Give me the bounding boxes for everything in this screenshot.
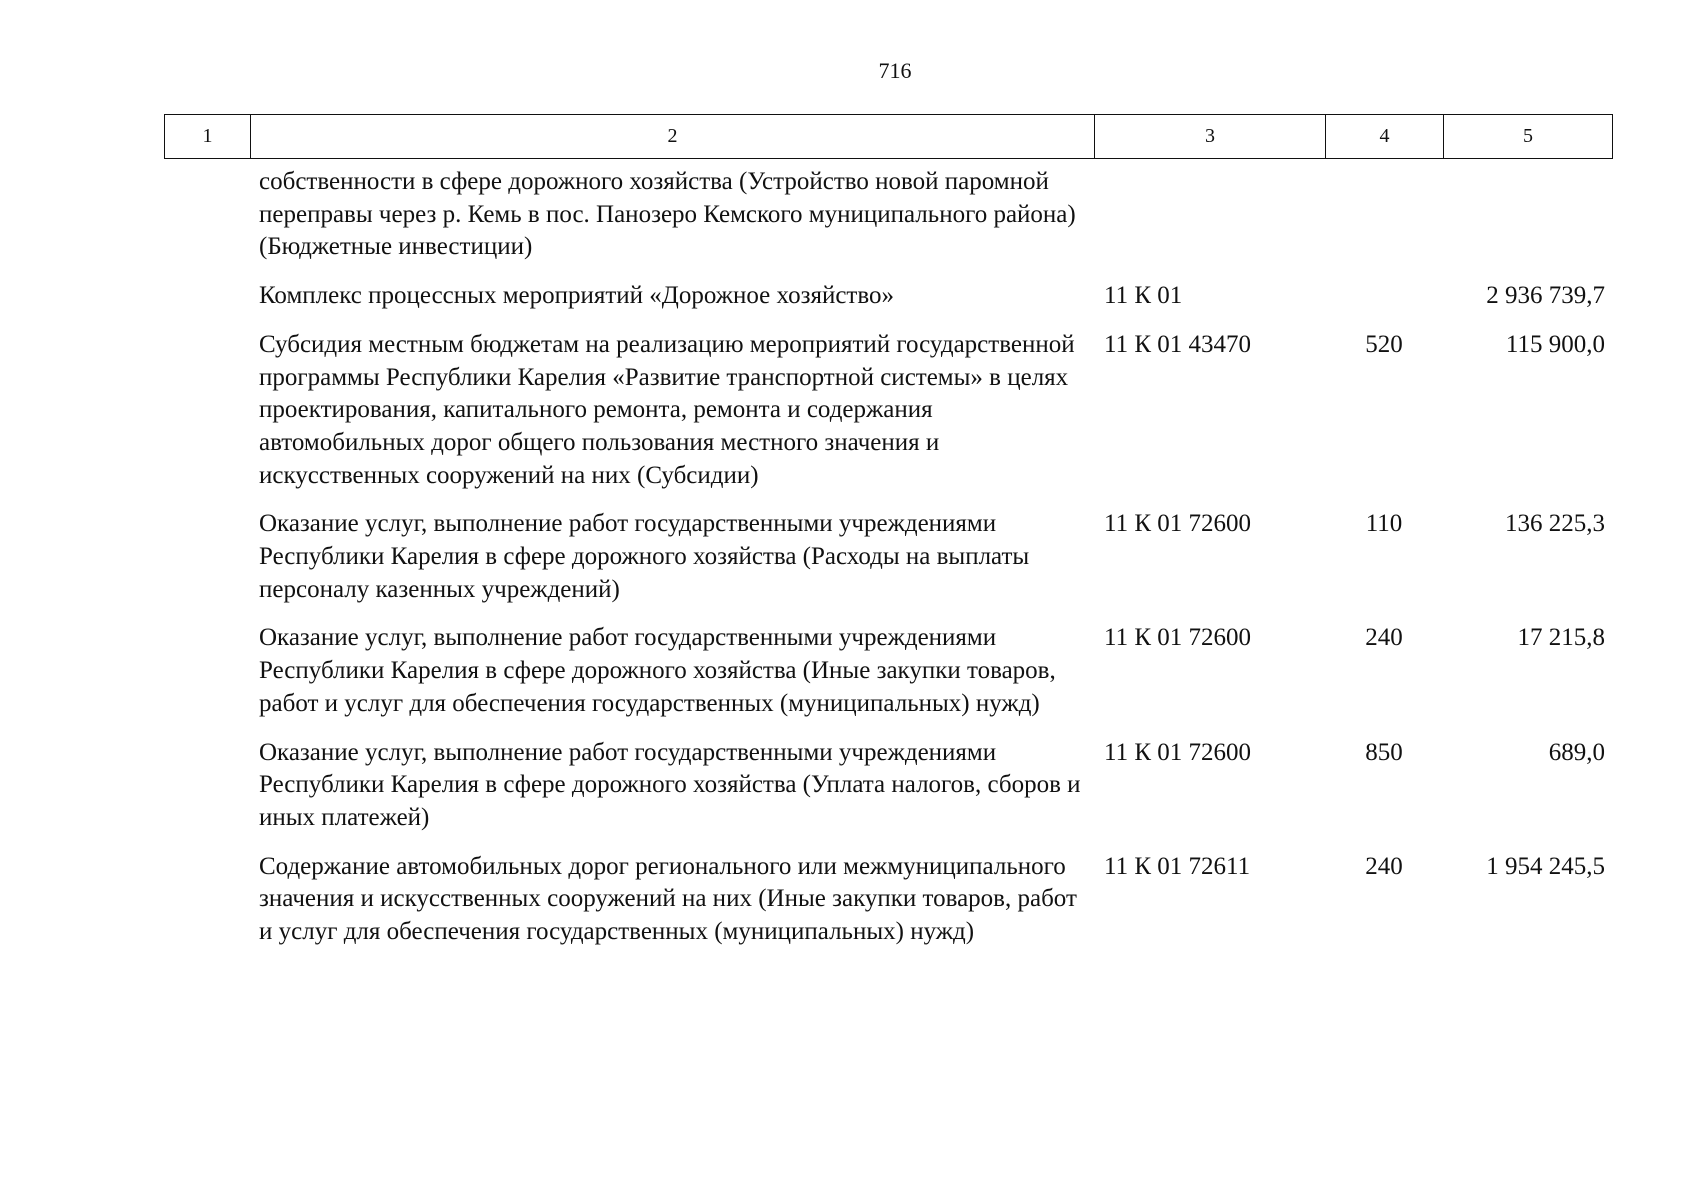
row-name: Субсидия местным бюджетам на реализацию мероприятий государственной программы Республики Карелия «Развитие транспортной системы» в целях проектирования, капитального ремонта, ремонта и содержания автомобильных дорог общего пользования местного значения и искусственных сооружений на них (Субсидии) [259, 330, 1075, 489]
row-amount: 136 225,3 [1505, 510, 1605, 538]
row-name: Оказание услуг, выполнение работ государственными учреждениями Республики Карелия в сфере дорожного хозяйства (Уплата налогов, сборов и иных платежей) [259, 738, 1081, 831]
table-row [164, 508, 1613, 606]
row-expense-type: 850 [1365, 738, 1403, 766]
table-row [164, 851, 1613, 949]
row-name: Оказание услуг, выполнение работ государственными учреждениями Республики Карелия в сфере дорожного хозяйства (Иные закупки товаров, работ и услуг для обеспечения государственных (муниципальных) нужд) [259, 624, 1056, 717]
row-name: собственности в сфере дорожного хозяйства (Устройство новой паромной переправы через р. Кемь в пос. Панозеро Кемского муниципального района) (Бюджетные инвестиции) [259, 168, 1076, 261]
row-amount: 17 215,8 [1517, 624, 1605, 652]
row-amount [1443, 166, 1613, 264]
table-row [164, 329, 1613, 493]
row-expense-type [1325, 166, 1443, 264]
table-row [164, 280, 1613, 313]
row-code: 11 К 01 72611 [1104, 852, 1251, 880]
row-expense-type: 240 [1365, 624, 1403, 652]
header-column-5: 5 [1523, 125, 1533, 147]
row-expense-type: 110 [1365, 510, 1403, 538]
table-row [164, 737, 1613, 835]
table-row [164, 166, 1613, 264]
row-code: 11 К 01 [1104, 282, 1183, 310]
row-code: 11 К 01 43470 [1104, 330, 1251, 358]
header-column-3: 3 [1095, 115, 1326, 158]
row-amount: 689,0 [1548, 738, 1605, 766]
row-code: 11 К 01 72600 [1104, 738, 1251, 766]
page-number: 716 [878, 58, 912, 83]
header-column-2: 2 [251, 115, 1095, 158]
table-body [164, 166, 1613, 965]
row-amount: 115 900,0 [1505, 330, 1605, 358]
header-column-4: 4 [1326, 115, 1444, 158]
row-code: 11 К 01 72600 [1104, 510, 1251, 538]
row-amount: 2 936 739,7 [1486, 282, 1605, 310]
row-name: Оказание услуг, выполнение работ государственными учреждениями Республики Карелия в сфере дорожного хозяйства (Расходы на выплаты персоналу казенных учреждений) [259, 510, 1030, 603]
table-row [164, 622, 1613, 720]
row-name: Комплекс процессных мероприятий «Дорожное хозяйство» [259, 282, 894, 310]
row-amount: 1 954 245,5 [1486, 852, 1605, 880]
row-expense-type [1325, 280, 1443, 313]
row-code [1094, 166, 1325, 264]
header-column-1: 1 [165, 115, 251, 158]
row-code: 11 К 01 72600 [1104, 624, 1251, 652]
row-expense-type: 520 [1365, 330, 1403, 358]
row-expense-type: 240 [1365, 852, 1403, 880]
row-name: Содержание автомобильных дорог регионального или межмуниципального значения и искусственных сооружений на них (Иные закупки товаров, работ и услуг для обеспечения государственных (муниципальных) нужд) [259, 852, 1077, 946]
table-header [164, 114, 1613, 159]
